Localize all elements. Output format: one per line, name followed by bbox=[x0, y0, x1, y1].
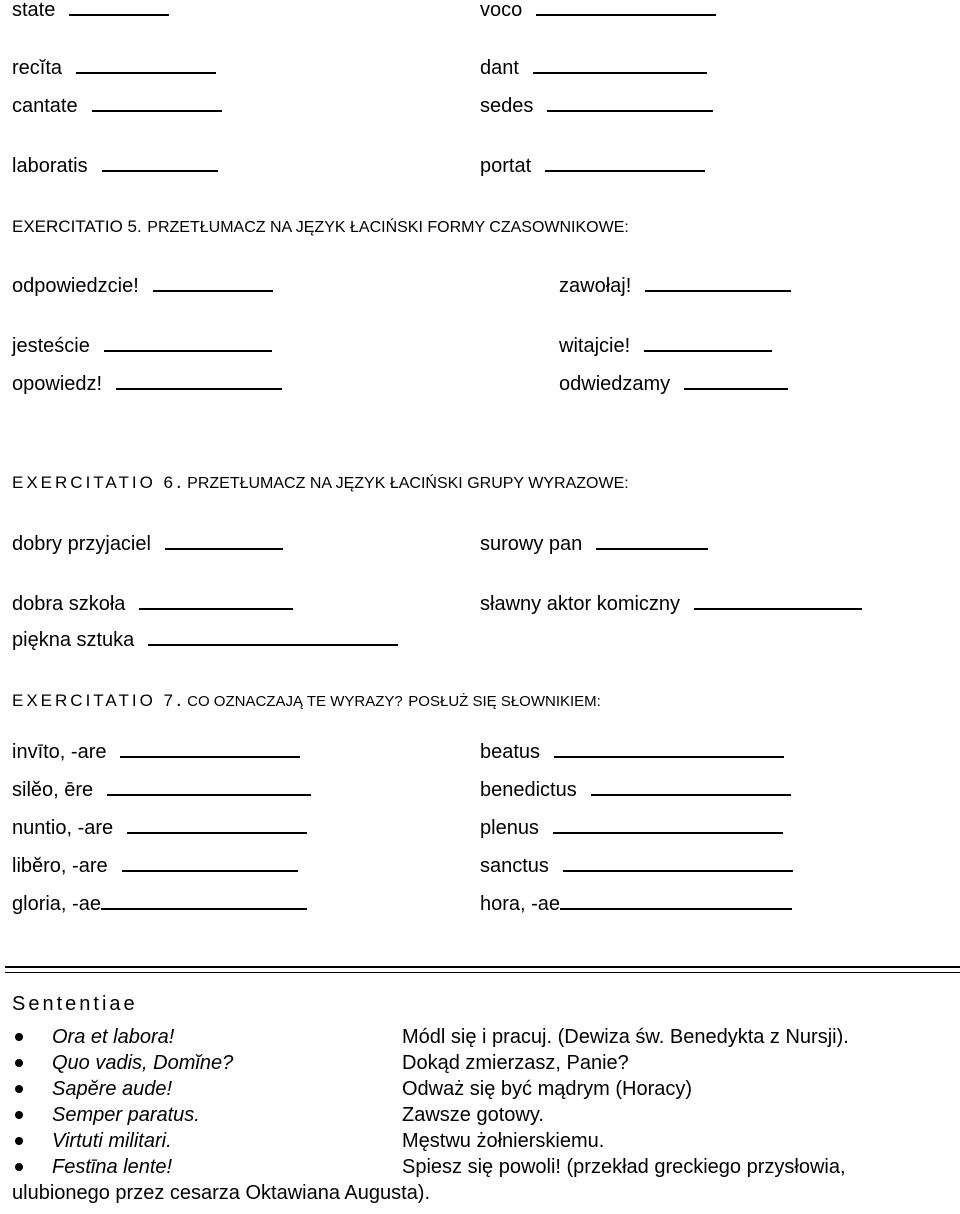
answer-blank[interactable] bbox=[644, 350, 772, 352]
ex5-item-6: odwiedzamy bbox=[559, 374, 788, 394]
ex7-item-1: invīto, -are bbox=[12, 742, 300, 762]
sententia-polish: Spiesz się powoli! (przekład greckiego przysłowia, bbox=[402, 1156, 846, 1178]
answer-blank[interactable] bbox=[645, 290, 791, 292]
sententia-polish: Dokąd zmierzasz, Panie? bbox=[402, 1052, 629, 1074]
ex7-item-5: nuntio, -are bbox=[12, 818, 307, 838]
ex4-item-sedes: sedes bbox=[480, 96, 713, 116]
sententia-polish: Męstwu żołnierskiemu. bbox=[402, 1130, 605, 1152]
answer-blank[interactable] bbox=[102, 170, 218, 172]
bullet-icon bbox=[15, 1033, 23, 1041]
ex6-item-3: dobra szkoła bbox=[12, 594, 293, 614]
bullet-icon bbox=[15, 1111, 23, 1119]
bullet-icon bbox=[15, 1085, 23, 1093]
answer-blank[interactable] bbox=[554, 756, 784, 758]
ex5-item-4: witajcie! bbox=[559, 336, 772, 356]
ex7-item-7: libĕro, -are bbox=[12, 856, 298, 876]
sententia-latin: Quo vadis, Domĭne? bbox=[52, 1052, 234, 1074]
ex4-item-portat: portat bbox=[480, 156, 705, 176]
ex7-item-3: silĕo, ēre bbox=[12, 780, 311, 800]
sententia-polish: Zawsze gotowy. bbox=[402, 1104, 544, 1126]
answer-blank[interactable] bbox=[536, 14, 716, 16]
sententiae-title: Sententiae bbox=[12, 993, 138, 1015]
ex6-item-5: piękna sztuka bbox=[12, 630, 398, 650]
ex4-item-laboratis: laboratis bbox=[12, 156, 218, 176]
ex7-item-9: gloria, -ae bbox=[12, 894, 307, 914]
answer-blank[interactable] bbox=[127, 832, 307, 834]
ex4-item-cantate: cantate bbox=[12, 96, 222, 116]
ex4-item-dant: dant bbox=[480, 58, 707, 78]
answer-blank[interactable] bbox=[165, 548, 283, 550]
answer-blank[interactable] bbox=[563, 870, 793, 872]
answer-blank[interactable] bbox=[120, 756, 300, 758]
ex7-item-10: hora, -ae bbox=[480, 894, 792, 914]
answer-blank[interactable] bbox=[533, 72, 707, 74]
ex6-item-4: sławny aktor komiczny bbox=[480, 594, 862, 614]
answer-blank[interactable] bbox=[139, 608, 293, 610]
answer-blank[interactable] bbox=[153, 290, 273, 292]
answer-blank[interactable] bbox=[116, 388, 282, 390]
sententia-latin: Semper paratus. bbox=[52, 1104, 200, 1126]
ex4-item-state: state bbox=[12, 0, 169, 20]
sententia-latin: Sapĕre aude! bbox=[52, 1078, 173, 1100]
ex5-item-5: opowiedz! bbox=[12, 374, 282, 394]
answer-blank[interactable] bbox=[553, 832, 783, 834]
sententia-latin: Ora et labora! bbox=[52, 1026, 175, 1048]
answer-blank[interactable] bbox=[92, 110, 222, 112]
bullet-icon bbox=[15, 1059, 23, 1067]
ex7-heading: EXERCITATIO 7. CO OZNACZAJĄ TE WYRAZY? POSŁUŻ SIĘ SŁOWNIKIEM: bbox=[12, 689, 601, 711]
sententia-continuation: ulubionego przez cesarza Oktawiana Augusta). bbox=[12, 1182, 431, 1204]
answer-blank[interactable] bbox=[545, 170, 705, 172]
answer-blank[interactable] bbox=[560, 908, 792, 910]
ex4-item-voco: voco bbox=[480, 0, 716, 20]
answer-blank[interactable] bbox=[694, 608, 862, 610]
sententia-polish: Módl się i pracuj. (Dewiza św. Benedykta z Nursji). bbox=[402, 1026, 849, 1048]
ex6-item-2: surowy pan bbox=[480, 534, 708, 554]
ex5-item-3: jesteście bbox=[12, 336, 272, 356]
answer-blank[interactable] bbox=[684, 388, 788, 390]
bullet-icon bbox=[15, 1163, 23, 1171]
ex7-item-6: plenus bbox=[480, 818, 783, 838]
answer-blank[interactable] bbox=[104, 350, 272, 352]
ex4-item-recita: recĭta bbox=[12, 58, 216, 78]
section-divider-thin bbox=[5, 972, 960, 973]
ex5-heading: EXERCITATIO 5. PRZETŁUMACZ NA JĘZYK ŁACIŃSKI FORMY CZASOWNIKOWE: bbox=[12, 217, 629, 236]
answer-blank[interactable] bbox=[107, 794, 311, 796]
answer-blank[interactable] bbox=[101, 908, 307, 910]
ex7-item-4: benedictus bbox=[480, 780, 791, 800]
sententia-polish: Odważ się być mądrym (Horacy) bbox=[402, 1078, 693, 1100]
ex7-item-2: beatus bbox=[480, 742, 784, 762]
answer-blank[interactable] bbox=[591, 794, 791, 796]
answer-blank[interactable] bbox=[76, 72, 216, 74]
ex7-item-8: sanctus bbox=[480, 856, 793, 876]
sententia-latin: Virtuti militari. bbox=[52, 1130, 172, 1152]
answer-blank[interactable] bbox=[547, 110, 713, 112]
answer-blank[interactable] bbox=[69, 14, 169, 16]
bullet-icon bbox=[15, 1137, 23, 1145]
answer-blank[interactable] bbox=[122, 870, 298, 872]
section-divider bbox=[5, 966, 960, 968]
answer-blank[interactable] bbox=[148, 644, 398, 646]
ex5-item-1: odpowiedzcie! bbox=[12, 276, 273, 296]
ex6-item-1: dobry przyjaciel bbox=[12, 534, 283, 554]
sententia-latin: Festīna lente! bbox=[52, 1156, 173, 1178]
ex6-heading: EXERCITATIO 6. PRZETŁUMACZ NA JĘZYK ŁACIŃSKI GRUPY WYRAZOWE: bbox=[12, 471, 629, 493]
answer-blank[interactable] bbox=[596, 548, 708, 550]
ex5-item-2: zawołaj! bbox=[559, 276, 791, 296]
